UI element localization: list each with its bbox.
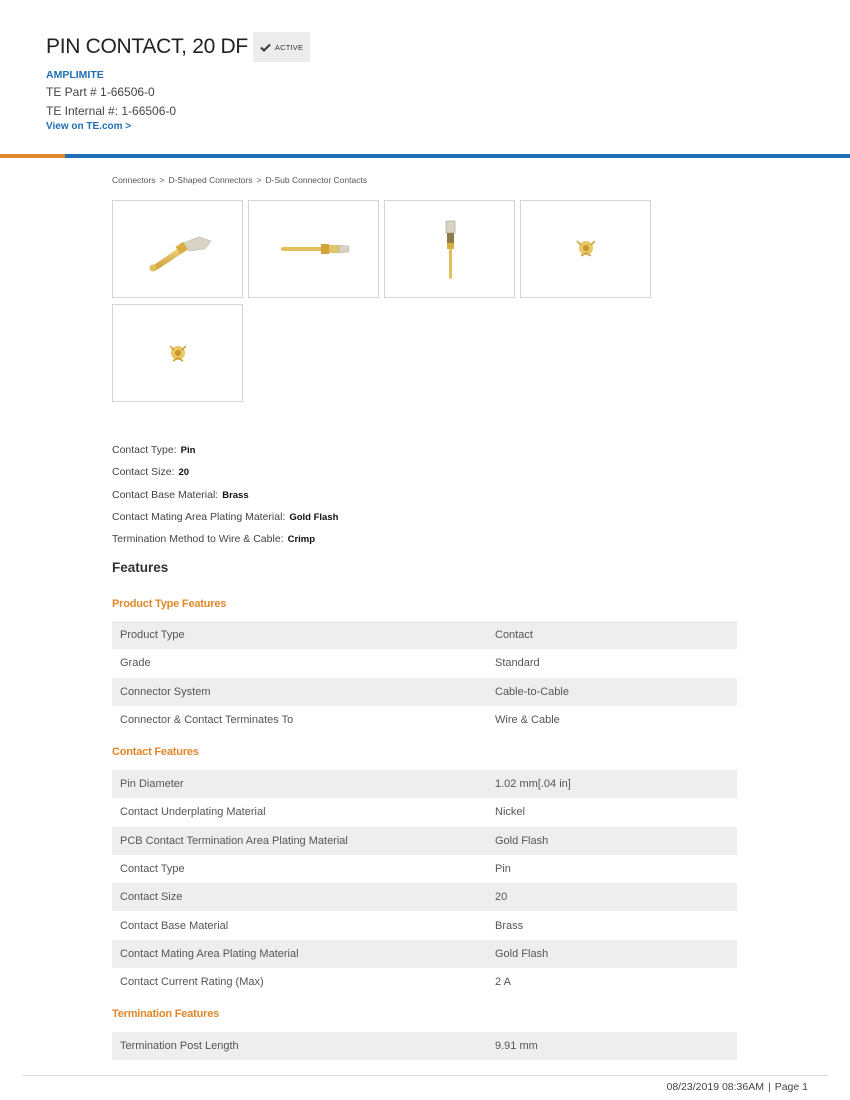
section-title-contact-features: Contact Features bbox=[112, 746, 199, 758]
spec-termination-method bbox=[112, 532, 338, 554]
feature-value: Standard bbox=[495, 657, 540, 670]
page-title: PIN CONTACT, 20 DF bbox=[46, 35, 248, 58]
table-row bbox=[112, 649, 737, 677]
feature-name: Contact Current Rating (Max) bbox=[120, 976, 264, 989]
breadcrumb-item-d-sub-connector-contacts[interactable]: D-Sub Connector Contacts bbox=[265, 175, 368, 185]
key-specs-list bbox=[112, 443, 338, 554]
contact-features-table bbox=[112, 770, 737, 996]
feature-name: PCB Contact Termination Area Plating Material bbox=[120, 834, 348, 847]
section-title-product-type-features: Product Type Features bbox=[112, 598, 227, 610]
feature-value: 9.91 mm bbox=[495, 1040, 538, 1053]
pin-contact-end-view-image bbox=[521, 201, 652, 299]
spec-contact-mating-area-plating bbox=[112, 510, 338, 532]
breadcrumb-separator: > bbox=[159, 175, 165, 185]
feature-name: Contact Underplating Material bbox=[120, 806, 266, 819]
status-badge-label: ACTIVE bbox=[274, 42, 304, 52]
footer-divider bbox=[22, 1075, 828, 1076]
spec-label: Contact Type: bbox=[112, 444, 177, 456]
checkmark-icon bbox=[260, 43, 271, 52]
header-divider-main bbox=[65, 154, 850, 158]
feature-name: Pin Diameter bbox=[120, 778, 184, 791]
spec-label: Contact Mating Area Plating Material: bbox=[112, 510, 286, 523]
feature-name: Connector & Contact Terminates To bbox=[120, 714, 294, 727]
spec-contact-type bbox=[112, 443, 338, 465]
table-row bbox=[112, 1032, 737, 1060]
spec-value: Gold Flash bbox=[289, 511, 339, 523]
feature-name: Product Type bbox=[120, 629, 185, 642]
status-badge bbox=[253, 32, 310, 62]
header-divider-accent bbox=[0, 154, 65, 158]
view-on-te-link[interactable]: View on TE.com > bbox=[46, 121, 132, 132]
spec-label: Contact Base Material: bbox=[112, 488, 219, 501]
feature-value: Gold Flash bbox=[495, 947, 549, 960]
spec-value: Brass bbox=[222, 489, 249, 501]
feature-value: 2 A bbox=[495, 976, 511, 989]
footer-separator: | bbox=[767, 1081, 771, 1093]
spec-label: Termination Method to Wire & Cable: bbox=[112, 533, 284, 546]
pin-contact-end-view-image bbox=[113, 305, 244, 403]
features-heading: Features bbox=[112, 560, 169, 575]
page-footer bbox=[666, 1081, 808, 1093]
feature-name: Termination Post Length bbox=[120, 1040, 239, 1053]
termination-features-table bbox=[112, 1032, 737, 1060]
pin-contact-side-image bbox=[249, 201, 380, 299]
pin-contact-angled-image bbox=[113, 201, 244, 299]
spec-contact-base-material bbox=[112, 488, 338, 510]
header-divider bbox=[0, 154, 850, 158]
breadcrumb bbox=[112, 175, 367, 185]
table-row bbox=[112, 855, 737, 883]
spec-value: Crimp bbox=[287, 534, 316, 546]
feature-value: Gold Flash bbox=[495, 834, 549, 847]
breadcrumb-item-connectors[interactable]: Connectors bbox=[112, 175, 156, 185]
section-title-termination-features: Termination Features bbox=[112, 1008, 220, 1020]
table-row bbox=[112, 706, 737, 734]
pin-contact-vertical-image bbox=[385, 201, 516, 299]
title-row bbox=[46, 32, 310, 62]
feature-value: Contact bbox=[495, 629, 533, 642]
footer-page-number: Page 1 bbox=[774, 1081, 808, 1093]
spec-label: Contact Size: bbox=[112, 466, 175, 479]
table-row bbox=[112, 678, 737, 706]
product-type-features-table bbox=[112, 621, 737, 734]
product-image-thumbnail[interactable] bbox=[112, 304, 243, 402]
feature-name: Connector System bbox=[120, 685, 211, 698]
feature-value: Pin bbox=[495, 863, 511, 876]
table-row bbox=[112, 798, 737, 826]
feature-value: Wire & Cable bbox=[495, 714, 560, 727]
product-header bbox=[46, 32, 310, 132]
table-row bbox=[112, 968, 737, 996]
table-row bbox=[112, 911, 737, 939]
feature-value: Brass bbox=[495, 919, 524, 932]
product-image-thumbnail[interactable] bbox=[384, 200, 515, 298]
feature-name: Contact Base Material bbox=[120, 919, 229, 932]
product-image-thumbnail[interactable] bbox=[112, 200, 243, 298]
footer-timestamp: 08/23/2019 08:36AM bbox=[666, 1081, 764, 1093]
feature-name: Contact Size bbox=[120, 891, 183, 904]
feature-name: Contact Type bbox=[120, 863, 185, 876]
breadcrumb-item-d-shaped-connectors[interactable]: D-Shaped Connectors bbox=[168, 175, 253, 185]
table-row bbox=[112, 621, 737, 649]
te-part-number: TE Part # 1-66506-0 bbox=[46, 85, 155, 99]
feature-value: Cable-to-Cable bbox=[495, 685, 569, 698]
table-row bbox=[112, 940, 737, 968]
product-image-thumbnail[interactable] bbox=[248, 200, 379, 298]
breadcrumb-separator: > bbox=[256, 175, 262, 185]
spec-value: 20 bbox=[178, 467, 190, 479]
te-internal-number: TE Internal #: 1-66506-0 bbox=[46, 104, 177, 118]
feature-value: 20 bbox=[495, 891, 508, 904]
spec-value: Pin bbox=[180, 445, 196, 456]
spec-contact-size bbox=[112, 465, 338, 487]
feature-value: Nickel bbox=[495, 806, 525, 819]
brand-link[interactable]: AMPLIMITE bbox=[46, 69, 104, 81]
table-row bbox=[112, 770, 737, 798]
table-row bbox=[112, 827, 737, 855]
feature-name: Grade bbox=[120, 657, 151, 670]
feature-value: 1.02 mm[.04 in] bbox=[495, 778, 571, 791]
table-row bbox=[112, 883, 737, 911]
feature-name: Contact Mating Area Plating Material bbox=[120, 947, 299, 960]
product-image-thumbnail[interactable] bbox=[520, 200, 651, 298]
